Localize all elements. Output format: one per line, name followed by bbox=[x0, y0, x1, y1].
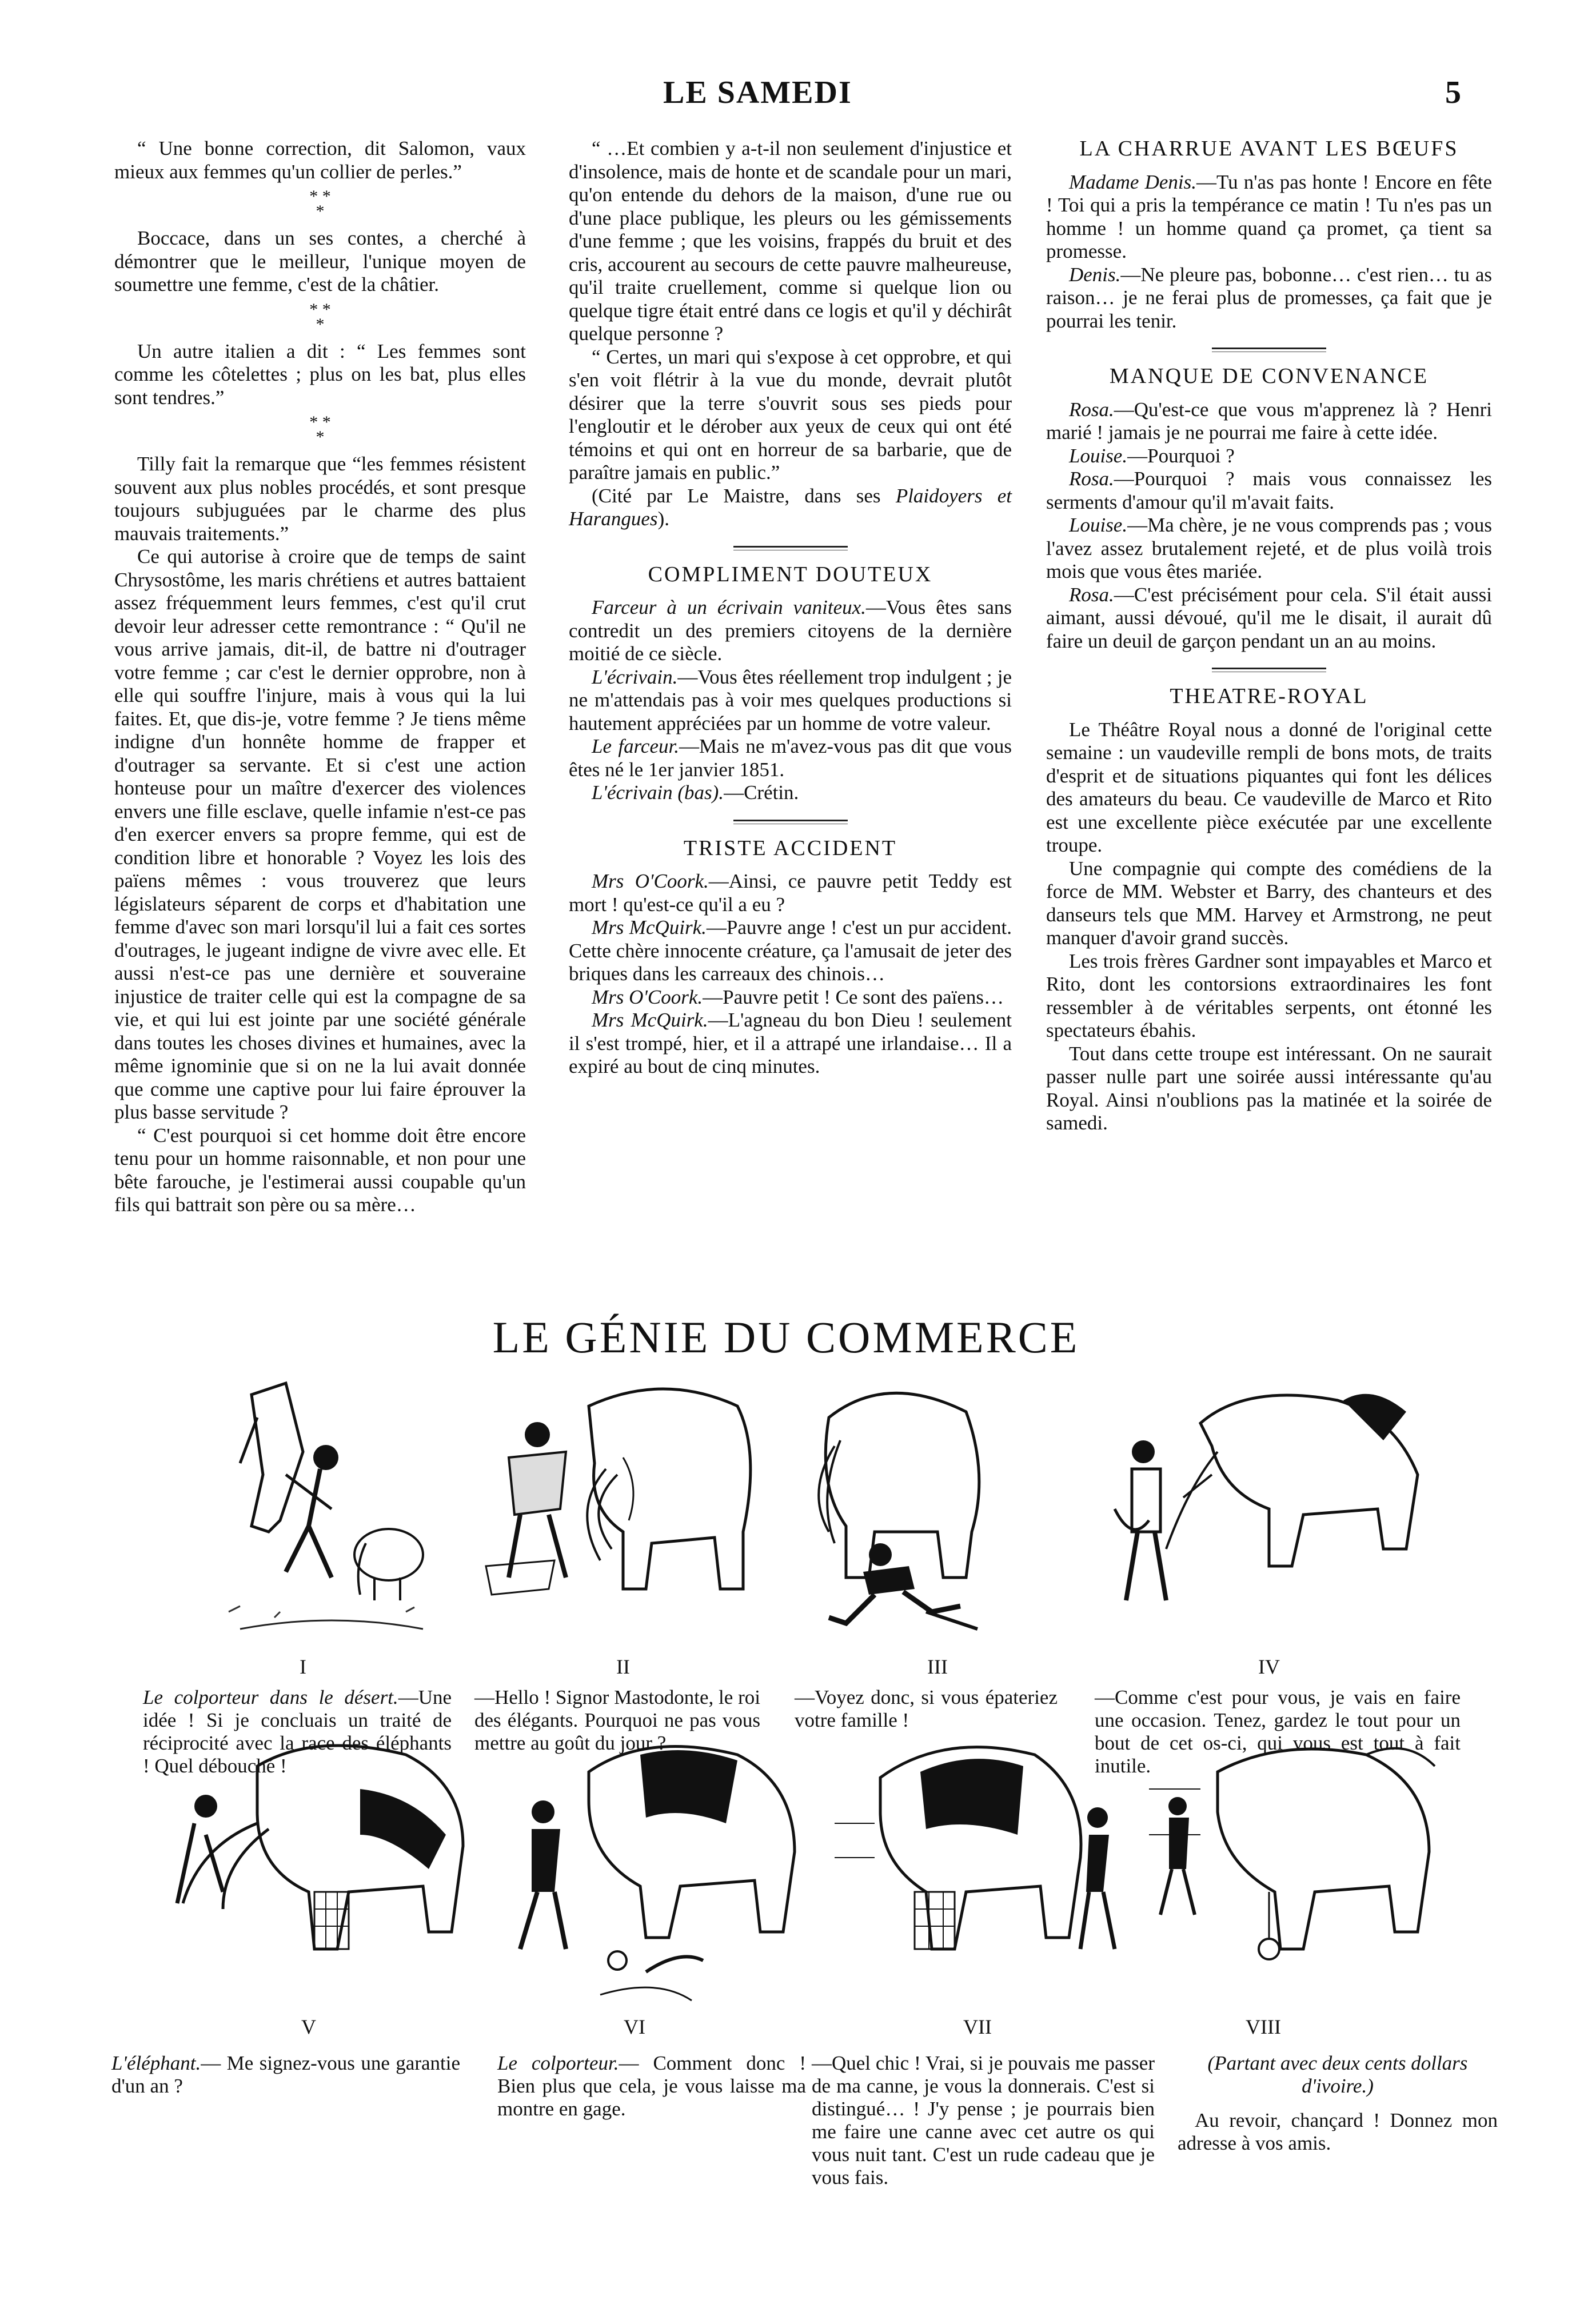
separator-asterism: * * * bbox=[309, 187, 331, 221]
paragraph: Un autre italien a dit : “ Les femmes sont comme les côtelettes ; plus on les bat, plus elles sont tendres.” bbox=[114, 340, 526, 409]
panel-numeral: VI bbox=[624, 2015, 645, 2038]
paragraph: “ Certes, un mari qui s'expose à cet opprobre, et qui s'en voit flétrir à la vue du monde, devrait plutôt désirer que la terre s'ouvrit sous ses pieds pour l'engloutir et le dérober aux yeux de ceux qui ont été témoins et qui ont en horreur de sa barbarie, que de paraître jamais en public.” bbox=[569, 345, 1012, 484]
cartoon-panel-2-illustration bbox=[474, 1360, 772, 1635]
cartoon-title: LE GÉNIE DU COMMERCE bbox=[492, 1312, 1080, 1362]
paragraph: “ …Et combien y a-t-il non seulement d'injustice et d'insolence, mais de honte et de scandale pour un mari, qu'on entende du dehors de la maison, d'une rue ou d'une place publique, les pleurs ou les gémissements d'une femme ; que les voisins, frappés du bruit et des cris, accourent au secours de cette pauvre malheureuse, qu'il traite cruellement, comme si quelque lion ou quelque tigre était entré dans ce logis et qu'il y déchirât quelque personne ? bbox=[569, 137, 1012, 345]
panel-caption: —Comme c'est pour vous, je vais en faire une occasion. Tenez, gardez le tout pour un bout de cet os-ci, qui vous est tout à fait inutile. bbox=[1095, 1686, 1461, 1777]
paragraph: Une compagnie qui compte des comédiens de la force de MM. Webster et Barry, des chanteurs et des danseurs tels que MM. Harvey et Armstrong, ne peut manquer d'avoir grand succès. bbox=[1046, 857, 1492, 949]
section-title-theatre: THEATRE-ROYAL bbox=[1170, 684, 1368, 708]
panel-numeral: VII bbox=[963, 2015, 992, 2038]
column-1 bbox=[114, 137, 526, 1217]
dialogue-line: Denis.—Ne pleure pas, bobonne… c'est rien… tu as raison… je ne ferai plus de promesses, ça fait que je pourrai les tenir. bbox=[1046, 263, 1492, 332]
paragraph: Tout dans cette troupe est intéressant. On ne saurait passer nulle part une soirée aussi intéressante qu'au Royal. Ainsi n'oublions pas la matinée et la soirée de samedi. bbox=[1046, 1042, 1492, 1134]
cartoon-panel-4-illustration bbox=[1098, 1360, 1429, 1635]
cartoon-panel-7-illustration bbox=[829, 1720, 1126, 2006]
dialogue-line: Rosa.—C'est précisément pour cela. S'il était aussi aimant, aussi dévoué, qu'il me le disait, il aurait dû faire un deuil de garçon pendant un an au moins. bbox=[1046, 583, 1492, 652]
paragraph: Boccace, dans un ses contes, a cherché à démontrer que le meilleur, l'unique moyen de soumettre une femme, c'est de la châtier. bbox=[114, 227, 526, 296]
newspaper-title: LE SAMEDI bbox=[663, 75, 852, 110]
cartoon-panel-1-illustration bbox=[217, 1360, 446, 1635]
panel-caption: Le colporteur.— Comment donc ! Bien plus que cela, je vous laisse ma montre en gage. bbox=[497, 2052, 806, 2120]
panel-caption: —Hello ! Signor Mastodonte, le roi des élégants. Pourquoi ne pas vous mettre au goût du jour ? bbox=[474, 1686, 760, 1754]
cartoon-panel-6-illustration bbox=[497, 1720, 812, 2006]
paragraph: Les trois frères Gardner sont impayables et Marco et Rito, dont les contorsions extraordinaires les font ressembler à de véritables serpents, ont étonné les spectateurs ébahis. bbox=[1046, 949, 1492, 1041]
citation: (Cité par Le Maistre, dans ses Plaidoyers et Harangues). bbox=[569, 484, 1012, 530]
separator-asterism: * * * bbox=[309, 300, 331, 334]
dialogue-line: Mrs O'Coork.—Ainsi, ce pauvre petit Teddy est mort ! qu'est-ce qu'il a eu ? bbox=[569, 870, 1012, 916]
panel-numeral: IV bbox=[1258, 1655, 1280, 1678]
panel-numeral: VIII bbox=[1246, 2015, 1281, 2038]
panel-numeral: III bbox=[927, 1655, 948, 1678]
paragraph: “ C'est pourquoi si cet homme doit être encore tenu pour un homme raisonnable, et non pour une bête farouche, je l'estimerai aussi coupable qu'un fils qui battrait son père ou sa mère… bbox=[114, 1124, 526, 1216]
dialogue-line: Mrs O'Coork.—Pauvre petit ! Ce sont des païens… bbox=[592, 985, 1004, 1008]
paragraph: “ Une bonne correction, dit Salomon, vaux mieux aux femmes qu'un collier de perles.” bbox=[114, 137, 526, 183]
section-title-manque: MANQUE DE CONVENANCE bbox=[1109, 364, 1429, 388]
panel-numeral: V bbox=[301, 2015, 316, 2038]
dialogue-line: Le farceur.—Mais ne m'avez-vous pas dit que vous êtes né le 1er janvier 1851. bbox=[569, 735, 1012, 781]
section-rule bbox=[733, 820, 848, 824]
section-rule bbox=[1212, 348, 1326, 352]
dialogue-line: Rosa.—Pourquoi ? mais vous connaissez les serments d'amour qu'il m'avait faits. bbox=[1046, 468, 1492, 513]
dialogue-line: Mrs McQuirk.—L'agneau du bon Dieu ! seulement il s'est trompé, hier, et il a attrapé une irlandaise… Il a expiré au bout de cinq minutes. bbox=[569, 1009, 1012, 1077]
page-number: 5 bbox=[1445, 75, 1461, 110]
dialogue-line: Rosa.—Qu'est-ce que vous m'apprenez là ? Henri marié ! jamais je ne pourrai me faire à cette idée. bbox=[1046, 398, 1492, 444]
section-title-charrue: LA CHARRUE AVANT LES BŒUFS bbox=[1079, 137, 1459, 161]
cartoon-panel-3-illustration bbox=[795, 1360, 1000, 1646]
dialogue-line: Louise.—Ma chère, je ne vous comprends pas ; vous l'avez assez brutalement rejeté, et de plus voilà trois mois que vous êtes mariée. bbox=[1046, 514, 1492, 582]
panel-caption: —Voyez donc, si vous épateriez votre famille ! bbox=[795, 1686, 1058, 1731]
dialogue-line: Farceur à un écrivain vaniteux.—Vous êtes sans contredit un des premiers citoyens de la dernière moitié de ce siècle. bbox=[569, 596, 1012, 665]
paragraph: Tilly fait la remarque que “les femmes résistent souvent aux plus nobles procédés, et sont presque toujours subjuguées par le charme des plus mauvais traitements.” bbox=[114, 453, 526, 545]
panel-caption: L'éléphant.— Me signez-vous une garantie d'un an ? bbox=[111, 2052, 460, 2097]
dialogue-line: L'écrivain (bas).—Crétin. bbox=[592, 781, 799, 804]
section-rule bbox=[1212, 668, 1326, 672]
column-3 bbox=[1046, 137, 1492, 1135]
paragraph: Le Théâtre Royal nous a donné de l'original cette semaine : un vaudeville rempli de bons mots, de traits d'esprit et de situations piquantes qui font les délices des amateurs du beau. Ce vaudeville de Marco et Rito est une excellente pièce exécutée par une excellente troupe. bbox=[1046, 718, 1492, 856]
dialogue-line: L'écrivain.—Vous êtes réellement trop indulgent ; je ne m'attendais pas à voir mes quelques productions si hautement appréciées par un homme de votre valeur. bbox=[569, 665, 1012, 734]
dialogue-line: Mrs McQuirk.—Pauvre ange ! c'est un pur accident. Cette chère innocente créature, ça l'amusait de jeter des briques dans les carreaux des chinois… bbox=[569, 916, 1012, 985]
column-2 bbox=[569, 137, 1012, 1079]
paragraph: Ce qui autorise à croire que de temps de saint Chrysostôme, les maris chrétiens et autres battaient assez fréquemment leurs femmes, c'est qu'il crut devoir leur adresser cette remontrance : “ Qu'il ne vous arrive jamais, dit-il, de battre ni d'outrager votre femme ; car c'est le dernier opprobre, non à elle qui souffre l'injure, mais à vous qui la lui faites. Et, que dis-je, votre femme ? Je tiens même indigne d'un honnête homme de frapper et d'outrager sa servante. Et si c'est une action honteuse pour un maître d'exercer des violences envers une fille esclave, quelle infamie n'est-ce pas d'en exercer envers sa propre femme, qui est de condition libre et honorable ? Voyez les lois des païens mêmes : vous trouverez que leurs législateurs séparent de corps et d'habitation une femme d'avec son mari lorsqu'il lui a fait ces sortes d'outrages, le jugeant indigne de vivre avec elle. Et aussi n'est-ce pas une dernière et souveraine injustice de traiter celle qui est la compagne de sa vie, et qui lui est jointe par une société générale dans toutes les choses divines et humaines, avec la même ignominie que si on ne la lui avait donnée que comme une captive pour lui faire éprouver la plus basse servitude ? bbox=[114, 545, 526, 1123]
section-rule bbox=[733, 546, 848, 550]
panel-caption: Le colporteur dans le désert.—Une idée ! Si je concluais un traité de réciprocité avec la race des éléphants ! Quel débouché ! bbox=[143, 1686, 452, 1777]
panel-caption: —Quel chic ! Vrai, si je pouvais me passer de ma canne, je vous la donnerais. C'est si distingué… ! J'y pense ; je pourrais bien me faire une canne avec cet autre os qui vous nuit tant. C'est un rude cadeau que je vous fais. bbox=[812, 2052, 1155, 2189]
panel-numeral: II bbox=[616, 1655, 630, 1678]
dialogue-line: Louise.—Pourquoi ? bbox=[1069, 444, 1235, 467]
separator-asterism: * * * bbox=[309, 413, 331, 446]
section-title-compliment: COMPLIMENT DOUTEUX bbox=[648, 562, 933, 586]
section-title-triste: TRISTE ACCIDENT bbox=[683, 836, 897, 860]
panel-numeral: I bbox=[300, 1655, 306, 1678]
dialogue-line: Madame Denis.—Tu n'as pas honte ! Encore en fête ! Toi qui a pris la tempérance ce matin ! Tu n'es pas un homme ! un homme quand ça promet, ça tient sa promesse. bbox=[1046, 170, 1492, 262]
panel-caption: (Partant avec deux cents dollars d'ivoire.) Au revoir, chançard ! Donnez mon adresse à vos amis. bbox=[1178, 2052, 1498, 2154]
